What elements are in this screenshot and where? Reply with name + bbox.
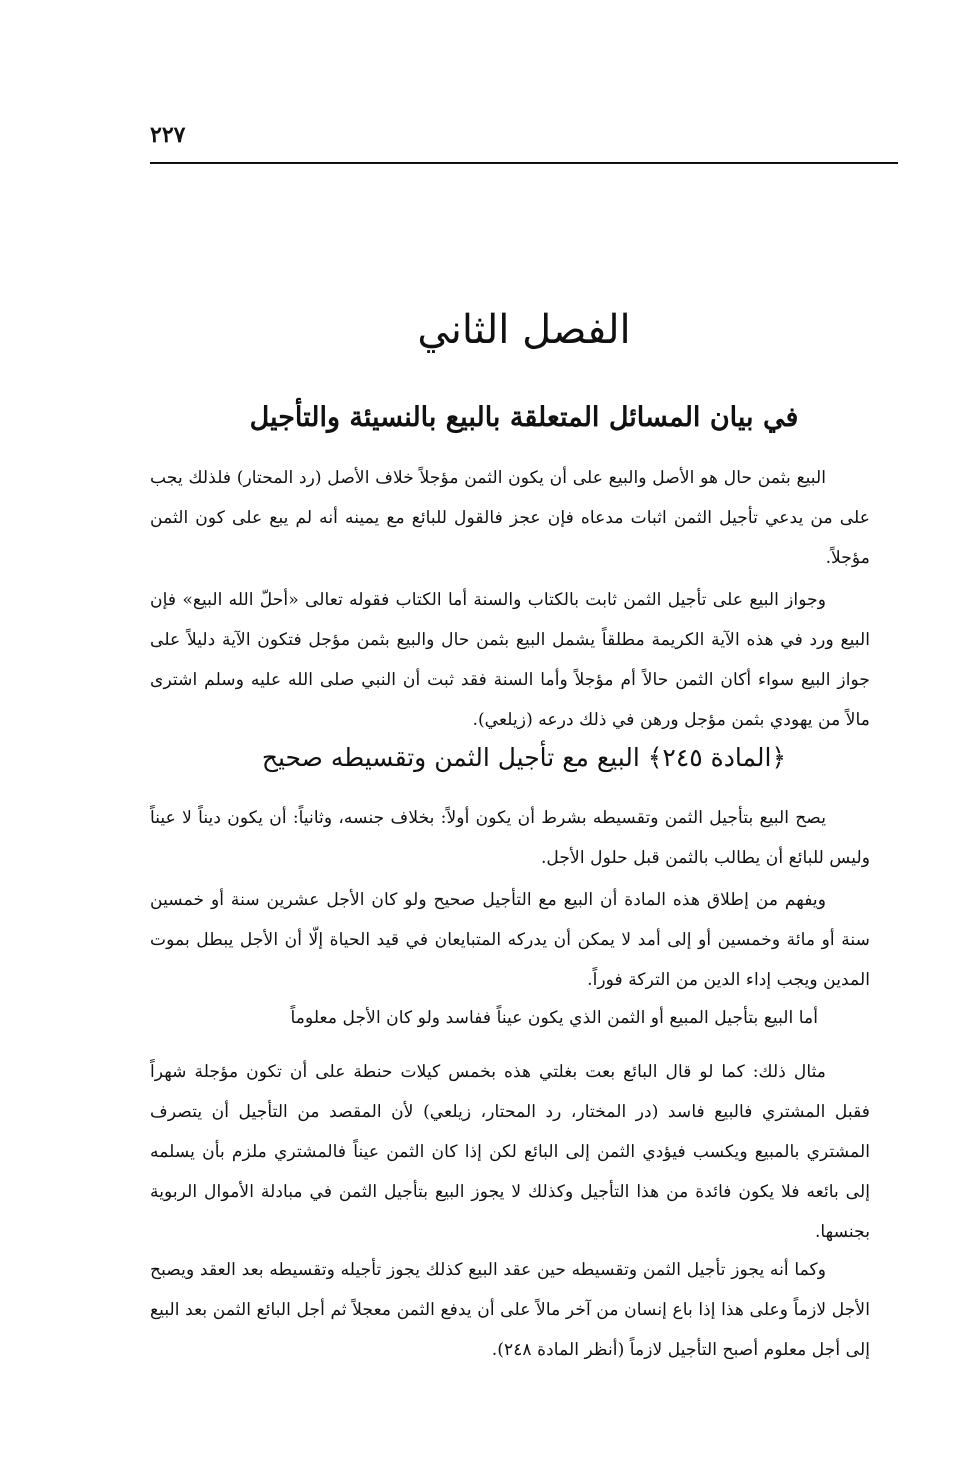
paragraph-article-5: وكما أنه يجوز تأجيل الثمن وتقسيطه حين عقد البيع كذلك يجوز تأجيله وتقسيطه بعد العقد ويصبح الأجل لازماً وعلى هذا إذا باع إنسان من آخر مالاً على أن يدفع الثمن معجلاً ثم أجل البائع الثمن بعد البيع إلى أجل معلوم أصبح التأجيل لازماً (أنظر المادة ٢٤٨). [150,1260,870,1360]
paragraph-article-1: يصح البيع بتأجيل الثمن وتقسيطه بشرط أن يكون أولاً: بخلاف جنسه، وثانياً: أن يكون ديناً لا عيناً وليس للبائع أن يطالب بالثمن قبل حلول الأجل. [150,808,870,868]
paragraph-intro-1: البيع بثمن حال هو الأصل والبيع على أن يكون الثمن مؤجلاً خلاف الأصل (رد المحتار) فلذلك يجب على من يدعي تأجيل الثمن اثبات مدعاه فإن عجز فالقول للبائع مع يمينه أنه لم يبع على كون الثمن مؤجلاً. [150,468,870,568]
paragraph-article-2: ويفهم من إطلاق هذه المادة أن البيع مع التأجيل صحيح ولو كان الأجل عشرين سنة أو خمسين سنة أو مائة وخمسين أو إلى أمد لا يمكن أن يدركه المتبايعان في قيد الحياة إلّا أن الأجل يبطل بموت المدين ويجب إداء الدين من التركة فوراً. [150,890,870,990]
paragraph-article-4: مثال ذلك: كما لو قال البائع بعت بغلتي هذه بخمس كيلات حنطة على أن تكون مؤجلة شهراً فقبل المشتري فالبيع فاسد (در المختار، رد المحتار، زيلعي) لأن المقصد من التأجيل أن يتصرف المشتري بالمبيع ويكسب فيؤدي الثمن إلى البائع لكن إذا كان الثمن عيناً فالمشتري ملزم بأن يسلمه إلى بائعه فلا يكون فائدة من هذا التأجيل وكذلك لا يجوز البيع بتأجيل الثمن في مبادلة الأموال الربوية بجنسها. [150,1062,870,1242]
section-title: في بيان المسائل المتعلقة بالبيع بالنسيئة والتأجيل [249,402,799,433]
paragraph-article-3: أما البيع بتأجيل المبيع أو الثمن الذي يكون عيناً ففاسد ولو كان الأجل معلوماً [290,1008,818,1028]
chapter-title: الفصل الثاني [417,307,631,353]
paragraph-intro-2: وجواز البيع على تأجيل الثمن ثابت بالكتاب والسنة أما الكتاب فقوله تعالى «أحلّ الله البيع» فإن البيع ورد في هذه الآية الكريمة مطلقاً يشمل البيع بثمن حال والبيع بثمن مؤجل فتكون الآية دليلاً على جواز البيع سواء أكان الثمن حالاً أم مؤجلاً وأما السنة فقد ثبت أن النبي صلى الله عليه وسلم اشترى مالاً من يهودي بثمن مؤجل ورهن في ذلك درعه (زيلعي). [150,590,870,730]
page-number: ٢٢٧ [150,122,186,148]
page-header [150,118,898,164]
article-title: ﴿المادة ٢٤٥﴾ البيع مع تأجيل الثمن وتقسيطه صحيح [261,743,787,772]
